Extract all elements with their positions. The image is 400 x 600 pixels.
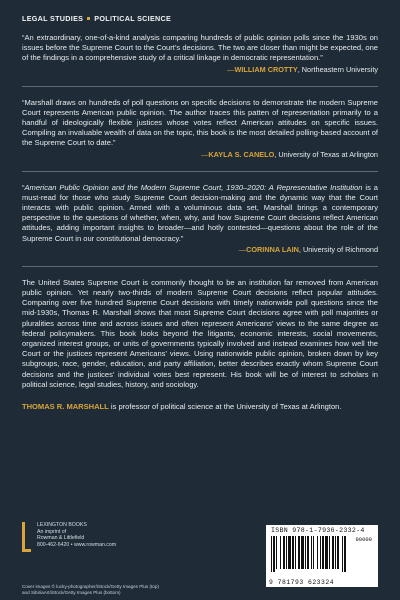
blurb-text: “American Public Opinion and the Modern Supreme Court, 1930–2020: A Representative Institution is a must-read for those who study Supreme Court decision-making and the dynamic way that the Court interacts with public opinion. Armed with a voluminous data set, Marshall brings a contemporary perspective to the questions of whether, when, why, and how Supreme Court decisions reflect American attitudes, adding important insights to broader—and hotly contested—questions about the role of the Supreme Court in our constitutional democracy.” xyxy=(22,182,378,243)
blurb-attribution: —WILLIAM CROTTY, Northeastern University xyxy=(227,64,378,74)
reviewer-affiliation: , Northeastern University xyxy=(297,64,378,74)
blurb-text: “Marshall draws on hundreds of poll questions on specific decisions to demonstrate the modern Supreme Court represents American public opinion. The author traces this patten of representation primarily to a handful of ideologically flexible justices whose votes reflect American attitudes on specific issues. Compiling an invaluable wealth of data on the topic, this book is the most detailed polling-based account of the Supreme Court to date.” xyxy=(22,97,378,148)
reviewer-affiliation: , University of Richmond xyxy=(298,244,378,254)
footer xyxy=(22,522,378,586)
divider xyxy=(22,86,378,87)
reviewer-name: WILLIAM CROTTY xyxy=(234,64,298,74)
cover-credit: Cover images © lucky-photographer/iStock/Getty Images Plus (top) and SibiriaArt/iStock/Getty Images Plus (bottom) xyxy=(22,584,159,595)
category-labels xyxy=(22,14,378,23)
divider xyxy=(22,171,378,172)
blurb-text: “An extraordinary, one-of-a-kind analysis comparing hundreds of public opinion polls since the 1930s on issues before the Supreme Court to the Court’s decisions. The two are closer than might be expected, one of the findings in a comprehensive study of a critical linkage in democratic representation.” xyxy=(22,33,378,63)
barcode-bars-icon xyxy=(271,536,373,572)
blurb-attribution: —CORINNA LAIN, University of Richmond xyxy=(238,244,378,254)
book-description: The United States Supreme Court is commonly thought to be an institution far removed from American public opinion. Yet nearly two-thirds of modern Supreme Court decisions reflect popular attitudes. Comparing over five hundred Supreme Court decisions with timely nationwide poll questions since the mid-1930s, Thomas R. Marshall shows that most Supreme Court decisions agree with poll majorities or pluralities across time and across issues and often represent Americans’ views to the same degree as federal policymakers. This book looks beyond the litigants, economic interests, social movements, organized interest groups, or units of governments typically involved and instead examines how well the Court or the justices represent Americans’ views. Using nationwide public opinion, broken down by key subgroups, race, gender, education, and party affiliation, better describes exactly whom Supreme Court decisions and the justices’ individual votes best represent. His book will be of interest to scholars in political science, legal studies, history, and sociology. xyxy=(22,277,378,389)
category-political-science: POLITICAL SCIENCE xyxy=(94,14,172,23)
reviewer-name: KAYLA S. CANELO xyxy=(208,149,275,159)
price-code: 90000 xyxy=(355,536,372,543)
book-title: American Public Opinion and the Modern Supreme Court, 1930–2020: A Representative Institution xyxy=(24,182,363,192)
publisher-name: LEXINGTON BOOKS xyxy=(37,522,87,528)
bullet-icon xyxy=(87,17,90,20)
isbn-barcode xyxy=(266,525,378,587)
author-name: THOMAS R. MARSHALL xyxy=(22,402,109,412)
publisher-block xyxy=(22,522,116,552)
publisher-contact: 800-462-6420 • www.rowman.com xyxy=(37,541,117,548)
blurb-attribution: —KAYLA S. CANELO, University of Texas at Arlington xyxy=(201,149,378,159)
author-bio-text: is professor of political science at the University of Texas at Arlington. xyxy=(108,402,342,412)
blurb-1 xyxy=(22,33,378,75)
reviewer-name: CORINNA LAIN xyxy=(246,244,299,254)
blurb-2 xyxy=(22,98,378,160)
isbn-text: ISBN 978-1-7936-2332-4 xyxy=(271,527,365,534)
publisher-info xyxy=(37,522,116,552)
category-legal-studies: LEGAL STUDIES xyxy=(22,14,84,23)
publisher-imprint: An imprint of xyxy=(37,528,67,535)
author-bio xyxy=(22,402,378,412)
reviewer-affiliation: , University of Texas at Arlington xyxy=(274,149,378,159)
divider xyxy=(22,266,378,267)
blurb-3 xyxy=(22,183,378,255)
lexington-logo-icon xyxy=(22,522,31,552)
barcode-digits: 9 781793 623324 xyxy=(269,579,335,586)
publisher-parent: Rowman & Littlefield xyxy=(37,535,85,542)
